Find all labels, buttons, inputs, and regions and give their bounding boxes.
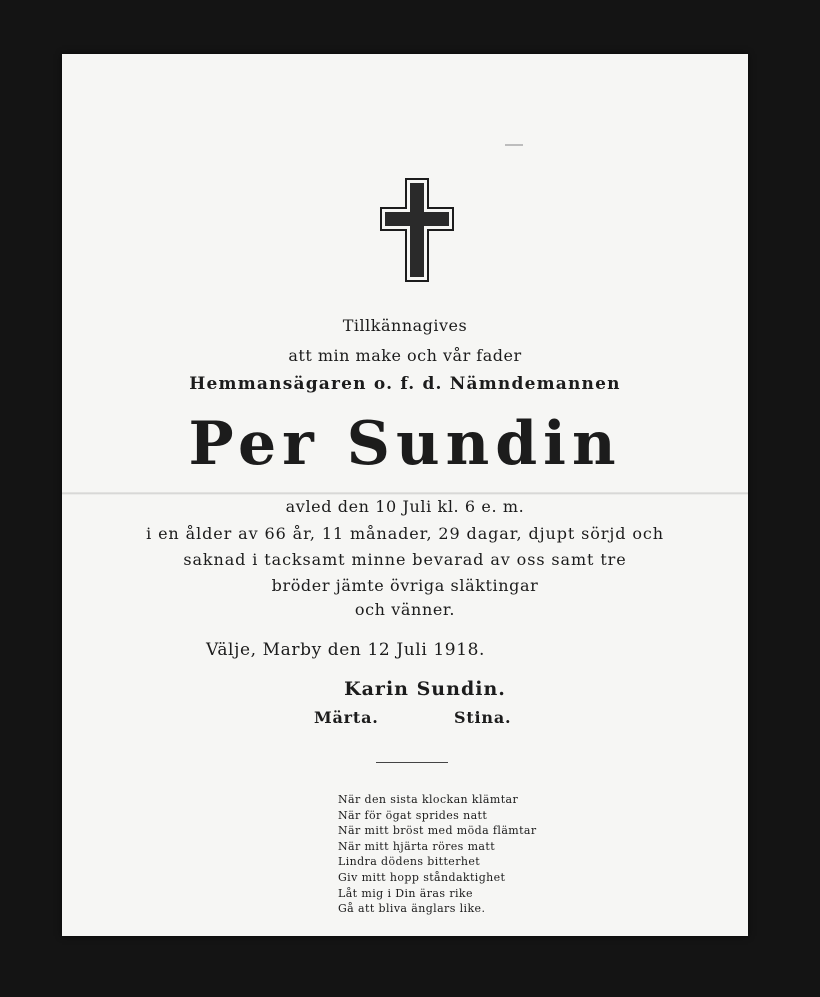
child-name-1: Märta. <box>314 708 379 727</box>
verse-line: När mitt bröst med möda flämtar <box>338 824 537 838</box>
spouse-line: att min make och vår fader <box>288 346 522 365</box>
announcement-text: Tillkännagives <box>342 316 468 335</box>
death-line: avled den 10 Juli kl. 6 e. m. <box>285 497 525 516</box>
verse-line: När för ögat sprides natt <box>338 808 488 822</box>
paper-mark <box>505 144 523 146</box>
divider-rule <box>376 762 448 763</box>
child-name-2: Stina. <box>454 708 512 727</box>
verse-line: Låt mig i Din äras rike <box>338 886 473 900</box>
body-line-4: och vänner. <box>354 600 456 619</box>
title-line: Hemmansägaren o. f. d. Nämndemannen <box>189 374 621 394</box>
memorial-verse <box>338 792 537 917</box>
obituary-paper <box>62 54 748 936</box>
verse-line: Giv mitt hopp ståndaktighet <box>338 870 506 884</box>
cross-icon <box>380 178 454 282</box>
verse-line: När den sista klockan klämtar <box>338 793 519 806</box>
place-date: Välje, Marby den 12 Juli 1918. <box>206 640 486 660</box>
verse-line: Lindra dödens bitterhet <box>338 855 481 869</box>
verse-line: Gå att bliva änglars like. <box>338 902 486 916</box>
body-line-2: saknad i tacksamt minne bevarad av oss samt tre <box>183 550 627 569</box>
body-line-1: i en ålder av 66 år, 11 månader, 29 dagar, djupt sörjd och <box>146 524 664 543</box>
body-line-3: bröder jämte övriga släktingar <box>271 576 539 595</box>
verse-line: När mitt hjärta röres matt <box>338 839 496 853</box>
signer-name: Karin Sundin. <box>344 678 506 700</box>
paper-fold-crease <box>62 492 748 495</box>
deceased-name: Per Sundin <box>188 409 622 479</box>
